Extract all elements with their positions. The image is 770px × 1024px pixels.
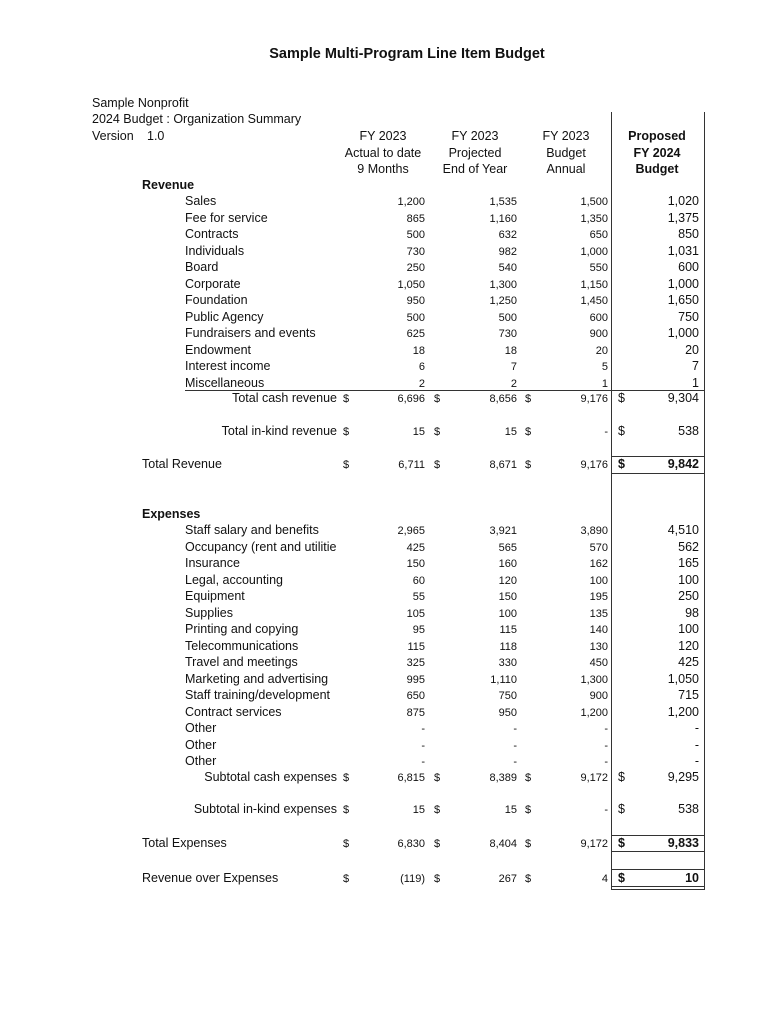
- subtotal-cash-expenses-currency-3: $: [525, 772, 532, 784]
- expense-row-value-1: -: [421, 739, 425, 752]
- revenue-row-value-2: 730: [498, 328, 517, 340]
- revenue-row-value-4: 1,000: [667, 276, 699, 291]
- revenue-row-value-1: 500: [406, 311, 425, 324]
- subtotal-cash-expenses-value-1: 6,815: [397, 772, 425, 784]
- revenue-row-value-3: 5: [601, 361, 608, 373]
- version-value: 1.0: [147, 129, 165, 143]
- subtotal-cash-expenses-value-4: 9,295: [667, 770, 699, 784]
- total-expenses-line-bottom: [611, 851, 705, 852]
- net-line-bottom: [611, 886, 705, 887]
- revenue-heading: Revenue: [142, 178, 195, 192]
- total-inkind-revenue-value-2: 15: [504, 426, 517, 438]
- revenue-row-value-1: 1,050: [397, 278, 425, 291]
- revenue-row-label: Endowment: [185, 342, 252, 357]
- revenue-row-value-4: 1,375: [667, 210, 699, 225]
- total-inkind-revenue-currency-3: $: [525, 426, 532, 438]
- expense-row-value-3: -: [604, 756, 608, 768]
- expense-row-value-4: 100: [678, 572, 699, 587]
- revenue-row-label: Board: [185, 260, 219, 274]
- total-revenue-currency-1: $: [343, 459, 350, 471]
- total-revenue-currency-3: $: [525, 459, 532, 471]
- subtotal-inkind-expenses-label: Subtotal in-kind expenses: [193, 802, 337, 816]
- expense-row-value-4: -: [694, 754, 699, 768]
- revenue-row-label: Interest income: [185, 359, 271, 373]
- expense-row-label: Staff salary and benefits: [185, 523, 319, 537]
- column-header-budget: FY 2023 Budget Annual: [542, 129, 590, 176]
- total-expenses-label: Total Expenses: [142, 836, 227, 850]
- subtotal-inkind-expenses-value-2: 15: [504, 804, 517, 816]
- budget-subtitle: 2024 Budget : Organization Summary: [92, 112, 302, 126]
- expense-row-value-2: 100: [498, 607, 517, 620]
- expense-row-label: Printing and copying: [185, 622, 299, 636]
- total-expenses-value-1: 6,830: [397, 838, 425, 850]
- subtotal-cash-expenses-currency-4: $: [618, 770, 625, 784]
- subtotal-inkind-expenses-currency-1: $: [343, 804, 350, 816]
- expense-row-value-4: 1,050: [667, 671, 699, 686]
- revenue-over-expenses-currency-3: $: [525, 873, 532, 885]
- subtotal-cash-expenses-currency-2: $: [434, 772, 441, 784]
- total-cash-revenue-value-2: 8,656: [489, 393, 517, 405]
- expense-row-value-3: 570: [589, 541, 608, 554]
- expense-row-value-4: 98: [685, 605, 699, 620]
- total-inkind-revenue-currency-2: $: [434, 426, 441, 438]
- total-revenue-line-top: [611, 456, 705, 457]
- grid-line-right: [704, 112, 705, 889]
- total-revenue-value-2: 8,671: [489, 459, 517, 471]
- expense-row-value-3: 162: [589, 558, 608, 570]
- revenue-row-value-3: 1,500: [580, 196, 608, 208]
- revenue-row-label: Foundation: [185, 293, 248, 307]
- revenue-row-value-3: 1,450: [580, 295, 608, 307]
- expense-row-value-1: -: [421, 723, 425, 735]
- expense-row-value-1: 105: [406, 607, 425, 620]
- expense-row-value-1: 875: [406, 706, 425, 719]
- grid-line-left: [611, 112, 612, 889]
- revenue-over-expenses-value-4: 10: [685, 871, 699, 885]
- expense-row-value-4: 425: [678, 655, 699, 669]
- expense-row-label: Insurance: [185, 556, 240, 570]
- expense-row-value-3: 195: [589, 591, 608, 603]
- revenue-row-value-4: 20: [685, 342, 699, 357]
- revenue-row-value-1: 625: [406, 328, 425, 340]
- total-cash-revenue-value-4: 9,304: [667, 391, 699, 405]
- total-revenue-label: Total Revenue: [142, 457, 222, 471]
- expense-row-label: Contract services: [185, 704, 282, 719]
- revenue-row-label: Sales: [185, 194, 217, 208]
- revenue-row-label: Fundraisers and events: [185, 326, 316, 340]
- expense-row-value-2: -: [513, 756, 517, 768]
- expense-row-value-4: 715: [678, 688, 699, 702]
- total-inkind-revenue-value-3: -: [604, 426, 608, 438]
- revenue-over-expenses-label: Revenue over Expenses: [142, 871, 279, 885]
- expense-row-value-3: 450: [589, 657, 608, 669]
- subtotal-inkind-expenses-value-4: 538: [678, 802, 699, 816]
- total-revenue-value-3: 9,176: [580, 459, 608, 471]
- revenue-row-value-2: 982: [498, 245, 517, 258]
- expense-row-value-2: 115: [499, 624, 517, 636]
- revenue-row-value-3: 1,150: [580, 278, 608, 291]
- column-header-projected: FY 2023 Projected End of Year: [442, 129, 508, 176]
- expense-row-value-3: 3,890: [580, 525, 608, 537]
- expense-row-label: Marketing and advertising: [185, 671, 329, 686]
- revenue-row-value-3: 600: [589, 311, 608, 324]
- revenue-over-expenses-value-1: (119): [400, 873, 425, 885]
- total-revenue-currency-2: $: [434, 459, 441, 471]
- expense-row-label: Staff training/development: [185, 688, 331, 702]
- total-expenses-currency-3: $: [525, 838, 532, 850]
- revenue-row-value-2: 1,160: [489, 212, 517, 225]
- revenue-row-label: Miscellaneous: [185, 375, 265, 390]
- revenue-row-value-4: 1,020: [667, 194, 699, 208]
- revenue-row-value-3: 1: [601, 377, 608, 390]
- expense-row-value-2: 950: [498, 706, 517, 719]
- total-inkind-revenue-currency-4: $: [618, 424, 625, 438]
- expense-row-value-3: 100: [589, 574, 608, 587]
- revenue-row-value-2: 632: [498, 229, 517, 241]
- revenue-row-value-1: 865: [406, 212, 425, 225]
- expense-row-value-1: 95: [412, 624, 425, 636]
- total-expenses-currency-1: $: [343, 838, 350, 850]
- expense-row-value-3: 1,200: [580, 706, 608, 719]
- revenue-over-expenses-currency-2: $: [434, 873, 441, 885]
- total-expenses-value-3: 9,172: [580, 838, 608, 850]
- revenue-row-value-1: 730: [406, 245, 425, 258]
- expense-row-label: Supplies: [185, 605, 233, 620]
- expense-row-value-1: 55: [412, 591, 425, 603]
- subtotal-inkind-expenses-value-1: 15: [412, 804, 425, 816]
- expense-row-value-2: 120: [498, 574, 517, 587]
- revenue-row-value-3: 20: [595, 344, 608, 357]
- revenue-row-value-1: 950: [406, 295, 425, 307]
- subtotal-inkind-expenses-currency-2: $: [434, 804, 441, 816]
- expense-row-value-3: 900: [589, 690, 608, 702]
- column-header-actual: FY 2023 Actual to date 9 Months: [344, 129, 422, 176]
- expense-row-value-2: 565: [498, 541, 517, 554]
- expense-row-value-2: -: [513, 739, 517, 752]
- expense-row-value-2: 160: [498, 558, 517, 570]
- expense-row-value-1: 2,965: [397, 525, 425, 537]
- total-revenue-line-bottom: [611, 473, 705, 474]
- expense-row-value-1: 995: [406, 673, 425, 686]
- revenue-over-expenses-currency-4: $: [618, 871, 625, 885]
- total-cash-revenue-value-3: 9,176: [580, 393, 608, 405]
- total-expenses-currency-4: $: [618, 836, 625, 850]
- expense-row-value-1: 115: [407, 640, 425, 653]
- total-cash-revenue-label: Total cash revenue: [232, 391, 337, 405]
- revenue-row-value-2: 540: [498, 262, 517, 274]
- revenue-row-label: Individuals: [185, 243, 245, 258]
- revenue-row-value-3: 1,000: [580, 245, 608, 258]
- revenue-row-value-3: 550: [589, 262, 608, 274]
- expense-row-value-2: 750: [498, 690, 517, 702]
- revenue-over-expenses-currency-1: $: [343, 873, 350, 885]
- revenue-row-value-4: 1,031: [667, 243, 699, 258]
- revenue-over-expenses-value-3: 4: [601, 873, 608, 885]
- expense-row-value-1: -: [421, 756, 425, 768]
- org-name: Sample Nonprofit: [92, 96, 189, 110]
- total-inkind-revenue-currency-1: $: [343, 426, 350, 438]
- subtotal-cash-expenses-currency-1: $: [343, 772, 350, 784]
- total-cash-revenue-currency-3: $: [525, 393, 532, 405]
- revenue-row-value-1: 18: [412, 344, 425, 357]
- revenue-row-value-2: 2: [510, 377, 517, 390]
- revenue-row-value-1: 6: [418, 361, 425, 373]
- revenue-row-value-1: 500: [406, 229, 425, 241]
- subtotal-cash-expenses-value-2: 8,389: [489, 772, 517, 784]
- revenue-row-value-4: 1,000: [667, 326, 699, 340]
- expense-row-label: Legal, accounting: [185, 572, 283, 587]
- total-cash-revenue-value-1: 6,696: [397, 393, 425, 405]
- revenue-row-value-2: 18: [504, 344, 517, 357]
- net-line-top: [611, 869, 705, 870]
- revenue-row-value-3: 650: [589, 229, 608, 241]
- revenue-row-value-4: 1,650: [667, 293, 699, 307]
- expense-row-value-3: 130: [589, 640, 608, 653]
- expense-row-value-3: 135: [589, 607, 608, 620]
- expense-row-value-4: 562: [678, 539, 699, 554]
- expense-row-value-1: 650: [406, 690, 425, 702]
- expense-row-value-4: 120: [678, 638, 699, 653]
- expense-row-label: Other: [185, 754, 217, 768]
- expense-row-label: Occupancy (rent and utilitie: [185, 539, 337, 554]
- total-revenue-value-4: 9,842: [667, 457, 699, 471]
- expense-row-label: Telecommunications: [185, 638, 299, 653]
- revenue-row-value-3: 900: [589, 328, 608, 340]
- expense-row-value-4: -: [694, 737, 699, 752]
- total-cash-revenue-currency-1: $: [343, 393, 350, 405]
- revenue-row-label: Contracts: [185, 227, 239, 241]
- total-expenses-line-top: [611, 835, 705, 836]
- expense-row-value-3: 1,300: [580, 673, 608, 686]
- total-expenses-value-4: 9,833: [667, 836, 699, 850]
- expense-row-value-1: 60: [412, 574, 425, 587]
- total-cash-revenue-currency-2: $: [434, 393, 441, 405]
- expense-row-label: Other: [185, 737, 217, 752]
- revenue-items-underline: [185, 390, 705, 391]
- column-header-proposed: Proposed FY 2024 Budget: [628, 129, 686, 176]
- total-expenses-currency-2: $: [434, 838, 441, 850]
- expense-row-value-2: 118: [499, 640, 517, 653]
- revenue-row-value-4: 1: [692, 375, 699, 390]
- total-revenue-value-1: 6,711: [398, 459, 425, 471]
- revenue-row-value-2: 500: [498, 311, 517, 324]
- revenue-row-label: Corporate: [185, 276, 241, 291]
- expense-row-value-4: 250: [678, 589, 699, 603]
- expense-row-value-2: 3,921: [489, 525, 517, 537]
- revenue-row-value-1: 250: [406, 262, 425, 274]
- net-line-bottom-double: [611, 889, 705, 890]
- total-revenue-currency-4: $: [618, 457, 625, 471]
- revenue-row-value-4: 600: [678, 260, 699, 274]
- revenue-row-value-1: 1,200: [397, 196, 425, 208]
- expense-row-label: Other: [185, 721, 217, 735]
- expense-row-value-4: 1,200: [667, 704, 699, 719]
- revenue-row-value-4: 750: [678, 309, 699, 324]
- revenue-row-label: Fee for service: [185, 210, 268, 225]
- subtotal-cash-expenses-value-3: 9,172: [580, 772, 608, 784]
- subtotal-cash-expenses-label: Subtotal cash expenses: [204, 770, 337, 784]
- expense-row-value-2: 1,110: [490, 673, 517, 686]
- revenue-row-value-1: 2: [418, 377, 425, 390]
- revenue-row-value-2: 1,535: [489, 196, 517, 208]
- subtotal-inkind-expenses-value-3: -: [604, 804, 608, 816]
- total-inkind-revenue-value-1: 15: [412, 426, 425, 438]
- revenue-over-expenses-value-2: 267: [498, 873, 517, 885]
- expense-row-value-1: 425: [406, 541, 425, 554]
- expense-row-value-3: -: [604, 739, 608, 752]
- total-cash-revenue-currency-4: $: [618, 391, 625, 405]
- revenue-row-value-3: 1,350: [580, 212, 608, 225]
- expense-row-value-4: 4,510: [667, 523, 699, 537]
- revenue-row-value-4: 850: [678, 227, 699, 241]
- version-label: Version: [92, 129, 134, 143]
- page-title: Sample Multi-Program Line Item Budget: [269, 46, 545, 62]
- revenue-row-label: Public Agency: [185, 309, 264, 324]
- revenue-row-value-2: 1,300: [489, 278, 517, 291]
- subtotal-inkind-expenses-currency-3: $: [525, 804, 532, 816]
- total-inkind-revenue-value-4: 538: [678, 424, 699, 438]
- expense-row-value-4: 165: [678, 556, 699, 570]
- expense-row-value-1: 150: [406, 558, 425, 570]
- revenue-row-value-4: 7: [692, 359, 699, 373]
- expense-row-value-4: 100: [678, 622, 699, 636]
- expense-row-value-4: -: [694, 721, 699, 735]
- revenue-row-value-2: 7: [510, 361, 517, 373]
- expense-row-label: Travel and meetings: [185, 655, 298, 669]
- expense-row-value-3: 140: [589, 624, 608, 636]
- expense-row-value-1: 325: [406, 657, 425, 669]
- expense-row-value-2: 150: [498, 591, 517, 603]
- total-inkind-revenue-label: Total in-kind revenue: [221, 424, 337, 438]
- subtotal-inkind-expenses-currency-4: $: [618, 802, 625, 816]
- total-expenses-value-2: 8,404: [489, 838, 517, 850]
- expense-row-value-2: 330: [498, 657, 517, 669]
- revenue-row-value-2: 1,250: [489, 295, 517, 307]
- expenses-heading: Expenses: [142, 507, 201, 521]
- expense-row-value-2: -: [513, 723, 517, 735]
- expense-row-value-3: -: [604, 723, 608, 735]
- expense-row-label: Equipment: [185, 589, 245, 603]
